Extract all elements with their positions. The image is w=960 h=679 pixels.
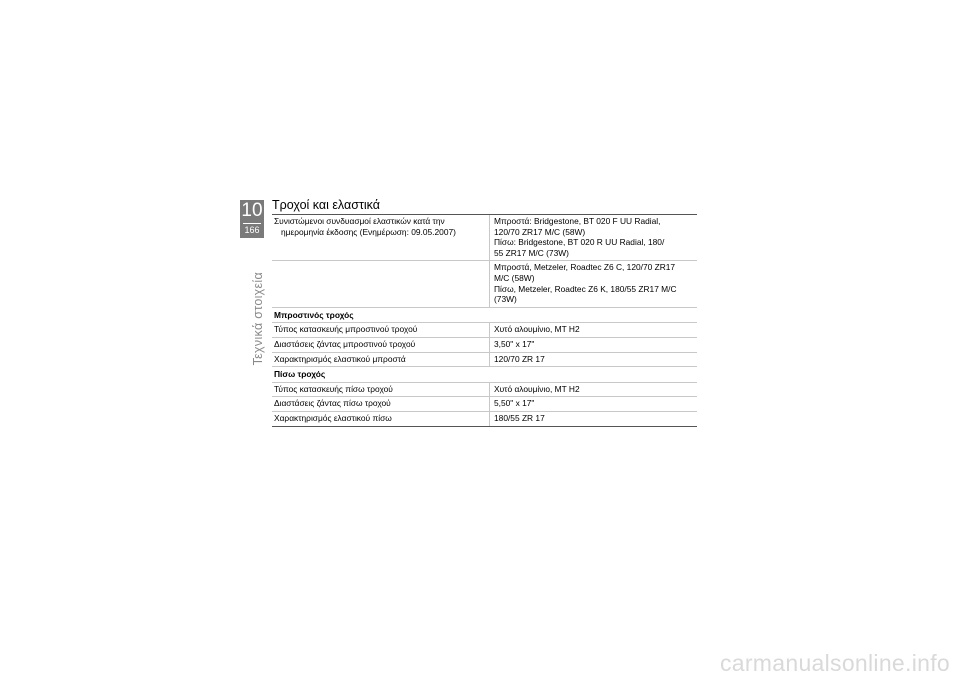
table-row [272,397,697,412]
watermark: carmanualsonline.info [719,650,950,676]
front-rim-label: Διαστάσεις ζάντας μπροστινού τροχού [272,337,490,352]
tire-combo2-line3: Πίσω, Metzeler, Roadtec Z6 K, 180/55 ZR17 M/C [494,283,677,294]
table-row [272,215,697,261]
table-cell-label [272,215,490,261]
specs-table [272,214,697,427]
table-row [272,261,697,307]
rear-wheel-heading: Πίσω τροχός [272,367,697,383]
front-tire-value: 120/70 ZR 17 [490,352,698,367]
rear-type-value: Χυτό αλουμίνιο, MT H2 [490,382,698,397]
table-row [272,352,697,367]
chapter-number: 10 [241,200,263,221]
table-cell-value [490,215,698,261]
page-number: 166 [244,225,260,235]
tire-combo1-line3: Πίσω: Bridgestone, BT 020 R UU Radial, 180/ [494,237,665,248]
tire-combo2-line1: Μπροστά, Metzeler, Roadtec Z6 C, 120/70 ZR17 [494,262,676,273]
rear-tire-label: Χαρακτηρισμός ελαστικού πίσω [272,411,490,426]
tire-combo2-line4: (73W) [494,294,517,305]
section-title: Τροχοί και ελαστικά [272,198,380,212]
table-row [272,323,697,338]
front-type-label: Τύπος κατασκευής μπροστινού τροχού [272,323,490,338]
rear-type-label: Τύπος κατασκευής πίσω τροχού [272,382,490,397]
front-tire-label: Χαρακτηρισμός ελαστικού μπροστά [272,352,490,367]
rear-rim-label: Διαστάσεις ζάντας πίσω τροχού [272,397,490,412]
chapter-side-title: Τεχνικά στοιχεία [251,272,265,366]
front-type-value: Χυτό αλουμίνιο, MT H2 [490,323,698,338]
table-row [272,411,697,426]
table-cell-value [490,261,698,307]
tire-combo-label-line1: Συνιστώμενοι συνδυασμοί ελαστικών κατά την [274,216,445,226]
chapter-tab [240,200,264,238]
front-rim-value: 3,50" x 17" [490,337,698,352]
table-row [272,382,697,397]
table-cell-label [272,261,490,307]
tire-combo-label-line2: ημερομηνία έκδοσης (Ενημέρωση: 09.05.2007) [281,226,456,237]
tire-combo1-line1: Μπροστά: Bridgestone, BT 020 F UU Radial, [494,216,661,226]
tire-combo2-line2: M/C (58W) [494,272,535,283]
front-wheel-heading: Μπροστινός τροχός [272,307,697,323]
tire-combo1-line2: 120/70 ZR17 M/C (58W) [494,226,586,237]
table-section-heading [272,367,697,383]
rear-tire-value: 180/55 ZR 17 [490,411,698,426]
tire-combo1-line4: 55 ZR17 M/C (73W) [494,247,569,258]
rear-rim-value: 5,50" x 17" [490,397,698,412]
table-section-heading [272,307,697,323]
table-row [272,337,697,352]
